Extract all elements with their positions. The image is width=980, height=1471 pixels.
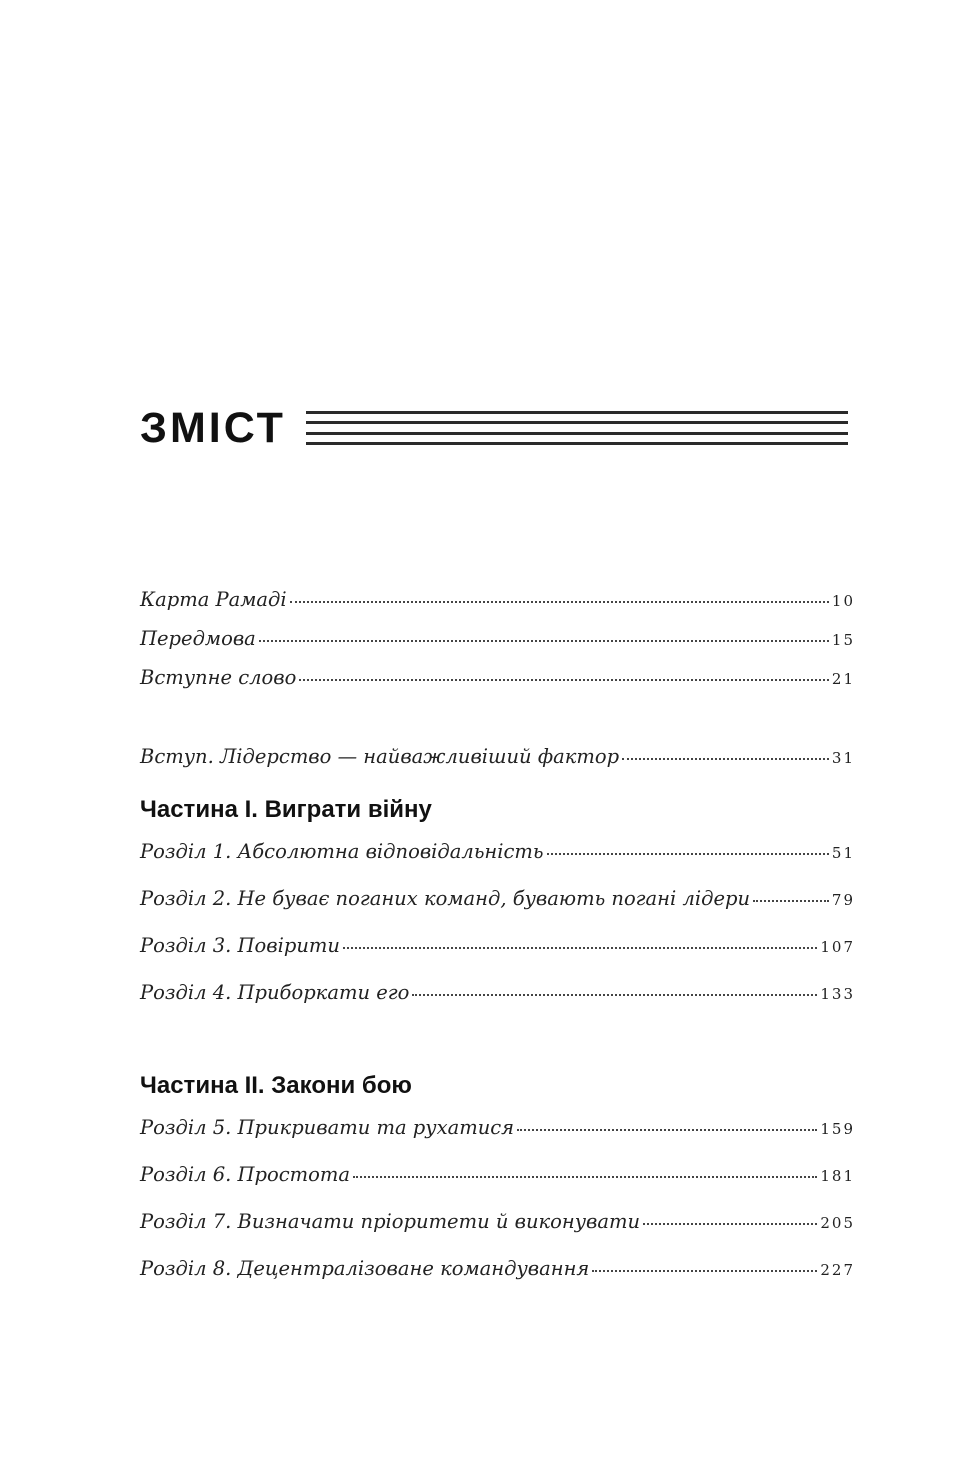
toc-entry-page: 181 <box>820 1167 855 1185</box>
part-heading[interactable]: Частина ІІ. Закони бою <box>140 1072 412 1099</box>
toc-entry-label: Розділ 2. Не буває поганих команд, бувають погані лідери <box>140 887 751 910</box>
toc-entry-page: 205 <box>820 1214 855 1232</box>
dot-leader <box>547 853 829 855</box>
toc-entry-label: Розділ 6. Простота <box>140 1163 351 1186</box>
toc-entry-page: 15 <box>831 631 855 649</box>
toc-entry-page: 107 <box>820 938 855 956</box>
toc-entry-page: 51 <box>831 844 855 862</box>
toc-entry-label: Передмова <box>140 627 256 650</box>
rule-line <box>306 442 848 445</box>
toc-entry-label: Розділ 1. Абсолютна відповідальність <box>140 840 544 863</box>
dot-leader <box>517 1129 817 1131</box>
toc-heading <box>140 398 848 458</box>
toc-entry-chapter-8[interactable] <box>140 1257 855 1280</box>
toc-entry-chapter-4[interactable] <box>140 981 855 1004</box>
toc-entry-chapter-5[interactable] <box>140 1116 855 1139</box>
toc-entry-chapter-7[interactable] <box>140 1210 855 1233</box>
dot-leader <box>290 601 829 603</box>
dot-leader <box>592 1270 817 1272</box>
dot-leader <box>353 1176 817 1178</box>
heading-decorative-rules <box>306 411 848 445</box>
toc-entry-preface[interactable] <box>140 666 855 689</box>
toc-entry-label: Вступ. Лідерство — найважливіший фактор <box>140 745 620 768</box>
dot-leader <box>753 900 829 902</box>
toc-entry-page: 159 <box>820 1120 855 1138</box>
dot-leader <box>299 679 829 681</box>
toc-entry-chapter-6[interactable] <box>140 1163 855 1186</box>
toc-entry-chapter-1[interactable] <box>140 840 855 863</box>
toc-entry-label: Розділ 7. Визначати пріоритети й виконувати <box>140 1210 641 1233</box>
toc-entry-page: 79 <box>831 891 855 909</box>
toc-entry-intro[interactable] <box>140 745 855 768</box>
toc-entry-label: Розділ 4. Приборкати его <box>140 981 410 1004</box>
toc-entry-label: Розділ 5. Прикривати та рухатися <box>140 1116 515 1139</box>
dot-leader <box>259 640 829 642</box>
toc-entry-page: 133 <box>820 985 855 1003</box>
toc-entry-label: Вступне слово <box>140 666 297 689</box>
rule-line <box>306 411 848 414</box>
toc-entry-page: 21 <box>831 670 855 688</box>
toc-entry-label: Розділ 3. Повірити <box>140 934 340 957</box>
dot-leader <box>622 758 829 760</box>
toc-entry-chapter-2[interactable] <box>140 887 855 910</box>
toc-entry-page: 10 <box>831 592 855 610</box>
toc-entry-label: Розділ 8. Децентралізоване командування <box>140 1257 590 1280</box>
page-title: ЗМІСТ <box>140 403 286 452</box>
rule-line <box>306 432 848 435</box>
toc-entry-page: 31 <box>831 749 855 767</box>
dot-leader <box>412 994 817 996</box>
part-heading[interactable]: Частина І. Виграти війну <box>140 796 432 823</box>
rule-line <box>306 421 848 424</box>
dot-leader <box>343 947 817 949</box>
dot-leader <box>643 1223 817 1225</box>
toc-entry-label: Карта Рамаді <box>140 588 287 611</box>
toc-entry-chapter-3[interactable] <box>140 934 855 957</box>
toc-entry-page: 227 <box>820 1261 855 1279</box>
toc-entry-foreword[interactable] <box>140 627 855 650</box>
toc-entry-map[interactable] <box>140 588 855 611</box>
